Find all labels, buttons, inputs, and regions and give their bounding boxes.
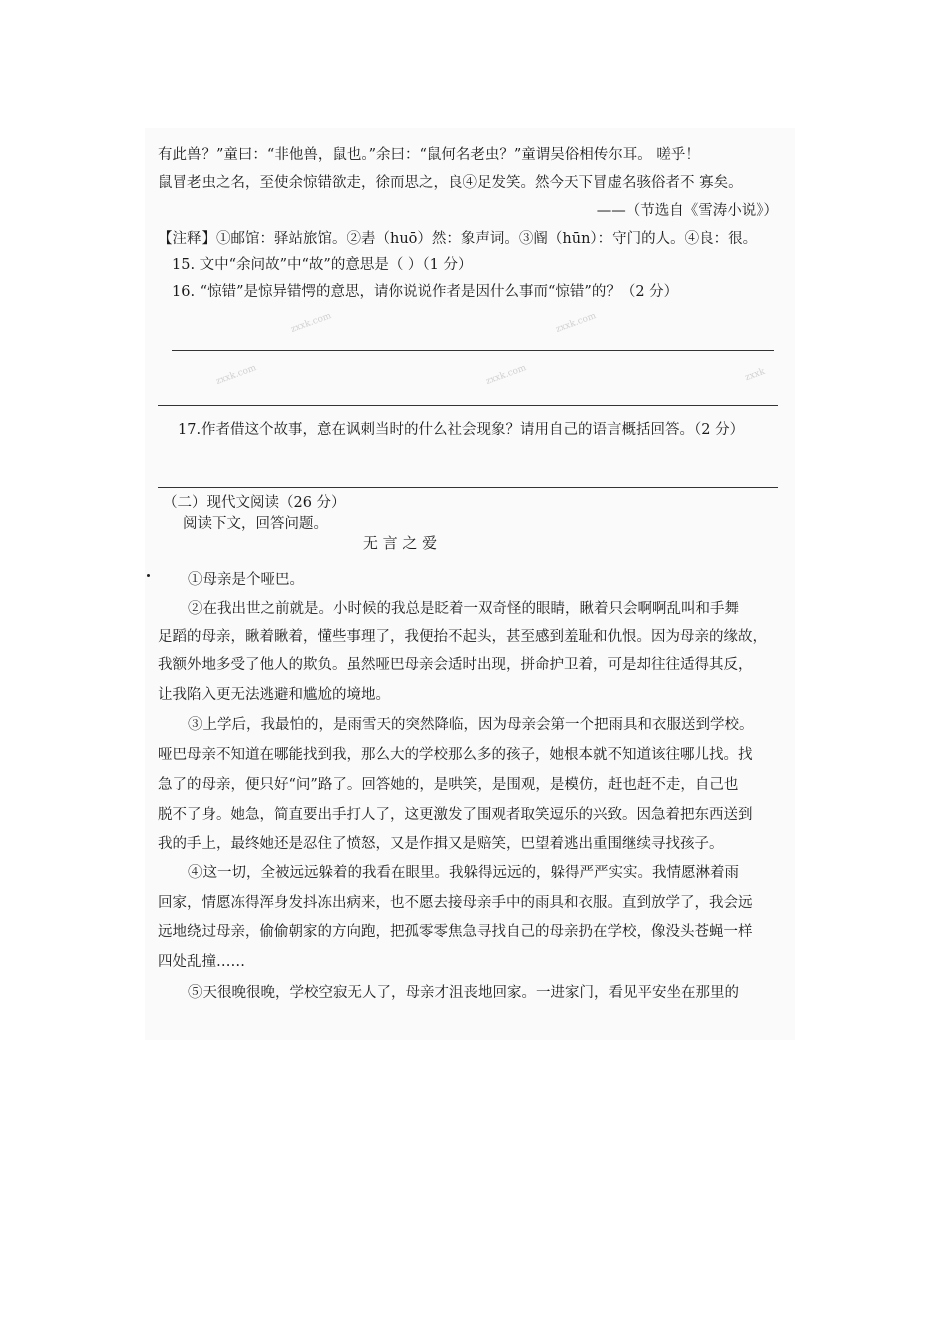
paragraph-line: ③上学后，我最怕的，是雨雪天的突然降临，因为母亲会第一个把雨具和衣服送到学校。 — [188, 717, 754, 733]
paragraph-line: 哑巴母亲不知道在哪能找到我，那么大的学校那么多的孩子，她根本就不知道该往哪儿找。找 — [158, 747, 753, 763]
paragraph-line: 我的手上，最终她还是忍住了愤怒，又是作揖又是赔笑，巴望着逃出重围继续寻找孩子。 — [158, 836, 724, 852]
question-17: 17.作者借这个故事，意在讽刺当时的什么社会现象？请用自己的语言概括回答。（2 分） — [178, 422, 745, 438]
instruction: 阅读下文，回答问题。 — [183, 516, 328, 532]
source-citation: ——（节选自《雪涛小说》） — [596, 203, 778, 219]
section-heading: （二）现代文阅读（26 分） — [163, 495, 346, 511]
stray-mark — [147, 574, 150, 577]
paragraph-line: 我额外地多受了他人的欺负。虽然哑巴母亲会适时出现，拼命护卫着，可是却往往适得其反， — [158, 657, 753, 673]
answer-line — [158, 487, 778, 488]
paragraph-line: 足蹈的母亲，瞅着瞅着，懂些事理了，我便抬不起头，甚至感到羞耻和仇恨。因为母亲的缘故， — [158, 629, 767, 645]
paragraph-line: 远地绕过母亲，偷偷朝家的方向跑，把孤零零焦急寻找自己的母亲扔在学校，像没头苍蝇一样 — [158, 924, 753, 940]
paragraph-line: 让我陷入更无法逃避和尴尬的境地。 — [158, 687, 390, 703]
classical-text-line: 有此兽？”童曰：“非他兽，鼠也。”余曰：“鼠何名老虫？”童谓吴俗相传尔耳。 嗟乎！ — [158, 147, 700, 163]
classical-text-line: 鼠冒老虫之名，至使余惊错欲走，徐而思之，良④足发笑。然今天下冒虚名骇俗者不 寡矣。 — [158, 175, 743, 191]
paragraph-line: 回家，情愿冻得浑身发抖冻出病来，也不愿去接母亲手中的雨具和衣服。直到放学了，我会远 — [158, 895, 753, 911]
watermark: zxxk.com — [484, 363, 528, 387]
annotation-notes: 【注释】①邮馆：驿站旅馆。②砉（huō）然：象声词。③阍（hūn）：守门的人。④良：很。 — [158, 231, 758, 247]
passage-title: 无 言 之 爱 — [362, 534, 438, 552]
paragraph-line: ⑤天很晚很晚，学校空寂无人了，母亲才沮丧地回家。一进家门，看见平安坐在那里的 — [188, 985, 739, 1001]
answer-line — [158, 405, 778, 406]
paragraph-line: ②在我出世之前就是。小时候的我总是眨着一双奇怪的眼睛，瞅着只会啊啊乱叫和手舞 — [188, 601, 739, 617]
paragraph-line: 四处乱撞…… — [158, 954, 245, 970]
question-16: 16. “惊错”是惊异错愕的意思，请你说说作者是因什么事而“惊错”的？（2 分） — [172, 284, 679, 300]
watermark: zxxk.com — [214, 363, 258, 387]
question-15: 15. 文中“余问故”中“故”的意思是（ ）（1 分） — [172, 257, 473, 273]
paragraph-line: ①母亲是个哑巴。 — [188, 572, 304, 588]
watermark: zxxk.com — [554, 311, 598, 335]
watermark: zxxk.com — [289, 311, 333, 335]
paragraph-line: 急了的母亲，便只好“问”路了。回答她的，是哄笑，是围观，是模仿，赶也赶不走，自己也 — [158, 777, 739, 793]
paragraph-line: 脱不了身。她急，简直要出手打人了，这更激发了围观者取笑逗乐的兴致。因急着把东西送到 — [158, 807, 753, 823]
paragraph-line: ④这一切，全被远远躲着的我看在眼里。我躲得远远的，躲得严严实实。我情愿淋着雨 — [188, 865, 739, 881]
watermark: zxxk — [743, 366, 767, 384]
answer-line — [172, 350, 774, 351]
